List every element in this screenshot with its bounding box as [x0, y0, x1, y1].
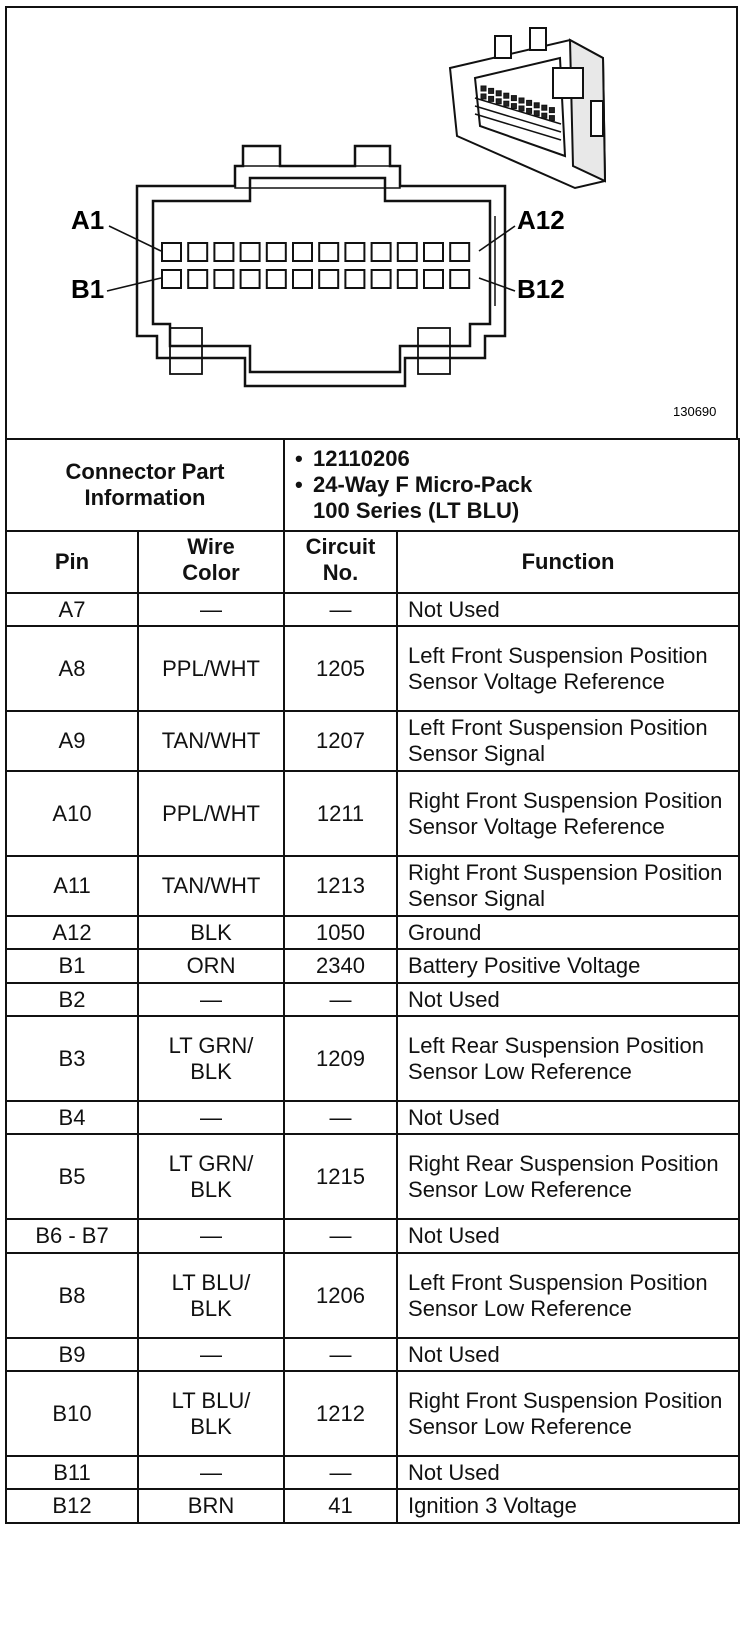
connector-description: • 24-Way F Micro-Pack 100 Series (LT BLU)	[295, 472, 533, 523]
pin-cell: B1	[6, 949, 138, 983]
circuit-cell: —	[284, 983, 397, 1016]
circuit-cell: 1205	[284, 626, 397, 711]
function-cell: Not Used	[397, 1219, 739, 1253]
pin-cell: B4	[6, 1101, 138, 1134]
table-row	[6, 949, 739, 983]
connector-part-number: • 12110206	[295, 446, 410, 471]
function-cell: Left Front Suspension Position Sensor Voltage Reference	[397, 626, 739, 711]
icon-cavity	[504, 101, 509, 106]
pin-rows	[6, 593, 739, 1523]
pin-cell: A8	[6, 626, 138, 711]
table-row	[6, 1219, 739, 1253]
function-cell: Right Front Suspension Position Sensor Low Reference	[397, 1371, 739, 1456]
table-row	[6, 1101, 739, 1134]
icon-cavity	[489, 96, 494, 101]
icon-cavity	[534, 111, 539, 116]
pin-a-cavity	[345, 243, 364, 261]
function-cell: Right Rear Suspension Position Sensor Low Reference	[397, 1134, 739, 1219]
icon-cavity	[496, 99, 501, 104]
pin-b-cavity	[241, 270, 260, 288]
connector-table	[5, 438, 740, 1524]
pin-a-cavity	[188, 243, 207, 261]
pin-b-cavity	[319, 270, 338, 288]
wire-color-cell: —	[138, 1456, 284, 1489]
pin-b-cavity	[424, 270, 443, 288]
col-header-pin: Pin	[6, 531, 138, 593]
icon-cavity	[504, 93, 509, 98]
function-cell: Battery Positive Voltage	[397, 949, 739, 983]
connector-figure	[5, 6, 738, 440]
icon-cavity	[542, 113, 547, 118]
function-cell: Not Used	[397, 1101, 739, 1134]
pin-b-cavity	[398, 270, 417, 288]
pin-cell: B12	[6, 1489, 138, 1523]
pin-a-cavity	[214, 243, 233, 261]
circuit-cell: 1213	[284, 856, 397, 916]
icon-cavity	[481, 86, 486, 91]
pin-b-cavity	[293, 270, 312, 288]
pin-cell: B8	[6, 1253, 138, 1338]
pin-a-cavity	[162, 243, 181, 261]
pin-a-cavity	[450, 243, 469, 261]
circuit-cell: 41	[284, 1489, 397, 1523]
pin-a-cavity	[293, 243, 312, 261]
table-row	[6, 593, 739, 626]
figure-number: 130690	[673, 404, 717, 419]
table-row	[6, 916, 739, 949]
col-header-circuit: Circuit No.	[284, 531, 397, 593]
table-row	[6, 983, 739, 1016]
table-row	[6, 711, 739, 771]
circuit-cell: 1206	[284, 1253, 397, 1338]
circuit-cell: 1209	[284, 1016, 397, 1101]
pin-cell: B5	[6, 1134, 138, 1219]
wire-color-cell: LT BLU/ BLK	[138, 1253, 284, 1338]
pin-a-cavity	[424, 243, 443, 261]
icon-cavity	[542, 105, 547, 110]
col-header-wire-color: Wire Color	[138, 531, 284, 593]
circuit-cell: 1050	[284, 916, 397, 949]
wire-color-cell: TAN/WHT	[138, 856, 284, 916]
circuit-cell: 1215	[284, 1134, 397, 1219]
wire-color-cell: PPL/WHT	[138, 626, 284, 711]
icon-cavity	[534, 103, 539, 108]
table-row	[6, 1489, 739, 1523]
pin-cell: A10	[6, 771, 138, 856]
connector-info-row	[6, 439, 739, 531]
pin-cell: B9	[6, 1338, 138, 1371]
wire-color-cell: PPL/WHT	[138, 771, 284, 856]
pin-a-cavity	[319, 243, 338, 261]
table-row	[6, 1253, 739, 1338]
icon-cavity	[519, 106, 524, 111]
table-row	[6, 1016, 739, 1101]
table-row	[6, 1371, 739, 1456]
icon-cavity	[549, 116, 554, 121]
function-cell: Not Used	[397, 593, 739, 626]
icon-cavity	[527, 100, 532, 105]
function-cell: Left Front Suspension Position Sensor Low Reference	[397, 1253, 739, 1338]
function-cell: Not Used	[397, 983, 739, 1016]
icon-cavity	[511, 104, 516, 109]
pin-b-cavity	[162, 270, 181, 288]
wire-color-cell: BLK	[138, 916, 284, 949]
circuit-cell: —	[284, 1456, 397, 1489]
circuit-cell: —	[284, 593, 397, 626]
pin-cell: B3	[6, 1016, 138, 1101]
function-cell: Right Front Suspension Position Sensor Signal	[397, 856, 739, 916]
icon-cavity	[481, 94, 486, 99]
pin-b-cavity	[188, 270, 207, 288]
wire-color-cell: —	[138, 983, 284, 1016]
icon-cavity	[489, 88, 494, 93]
pin-b-cavity	[345, 270, 364, 288]
pin-cell: B11	[6, 1456, 138, 1489]
pin-b-cavity	[214, 270, 233, 288]
circuit-cell: —	[284, 1219, 397, 1253]
circuit-cell: 1212	[284, 1371, 397, 1456]
table-row	[6, 626, 739, 711]
icon-cavity	[549, 108, 554, 113]
table-row	[6, 856, 739, 916]
wire-color-cell: —	[138, 1338, 284, 1371]
icon-cavity	[511, 96, 516, 101]
pin-cell: A7	[6, 593, 138, 626]
pin-a-cavity	[372, 243, 391, 261]
function-cell: Ground	[397, 916, 739, 949]
wire-color-cell: LT GRN/ BLK	[138, 1016, 284, 1101]
pin-a-cavity	[241, 243, 260, 261]
pin-b-cavity	[450, 270, 469, 288]
function-cell: Ignition 3 Voltage	[397, 1489, 739, 1523]
icon-cavity	[496, 91, 501, 96]
connector-sheet	[5, 6, 738, 1626]
wire-color-cell: TAN/WHT	[138, 711, 284, 771]
table-row	[6, 1456, 739, 1489]
pin-label-a1: A1	[71, 205, 105, 235]
circuit-cell: 2340	[284, 949, 397, 983]
column-header-row	[6, 531, 739, 593]
col-header-function: Function	[397, 531, 739, 593]
icon-cavity	[527, 108, 532, 113]
pin-b-cavity	[267, 270, 286, 288]
pin-cell: A9	[6, 711, 138, 771]
wire-color-cell: LT GRN/ BLK	[138, 1134, 284, 1219]
wire-color-cell: —	[138, 593, 284, 626]
icon-cavity	[519, 98, 524, 103]
pin-cell: B6 - B7	[6, 1219, 138, 1253]
pin-cell: A12	[6, 916, 138, 949]
pin-cell: B2	[6, 983, 138, 1016]
function-cell: Not Used	[397, 1338, 739, 1371]
pin-b-cavity	[372, 270, 391, 288]
wire-color-cell: —	[138, 1219, 284, 1253]
wire-color-cell: BRN	[138, 1489, 284, 1523]
connector-info-details	[284, 439, 739, 531]
circuit-cell: 1211	[284, 771, 397, 856]
pin-a-cavity	[398, 243, 417, 261]
circuit-cell: —	[284, 1338, 397, 1371]
pin-cell: A11	[6, 856, 138, 916]
wire-color-cell: LT BLU/ BLK	[138, 1371, 284, 1456]
pin-label-b12: B12	[517, 274, 565, 304]
function-cell: Left Front Suspension Position Sensor Signal	[397, 711, 739, 771]
function-cell: Right Front Suspension Position Sensor Voltage Reference	[397, 771, 739, 856]
function-cell: Not Used	[397, 1456, 739, 1489]
wire-color-cell: ORN	[138, 949, 284, 983]
wire-color-cell: —	[138, 1101, 284, 1134]
pin-cell: B10	[6, 1371, 138, 1456]
pin-label-b1: B1	[71, 274, 105, 304]
function-cell: Left Rear Suspension Position Sensor Low Reference	[397, 1016, 739, 1101]
pin-label-a12: A12	[517, 205, 565, 235]
connector-info-label: Connector Part Information	[6, 439, 284, 531]
table-row	[6, 1134, 739, 1219]
table-row	[6, 771, 739, 856]
circuit-cell: 1207	[284, 711, 397, 771]
circuit-cell: —	[284, 1101, 397, 1134]
table-row	[6, 1338, 739, 1371]
pin-a-cavity	[267, 243, 286, 261]
